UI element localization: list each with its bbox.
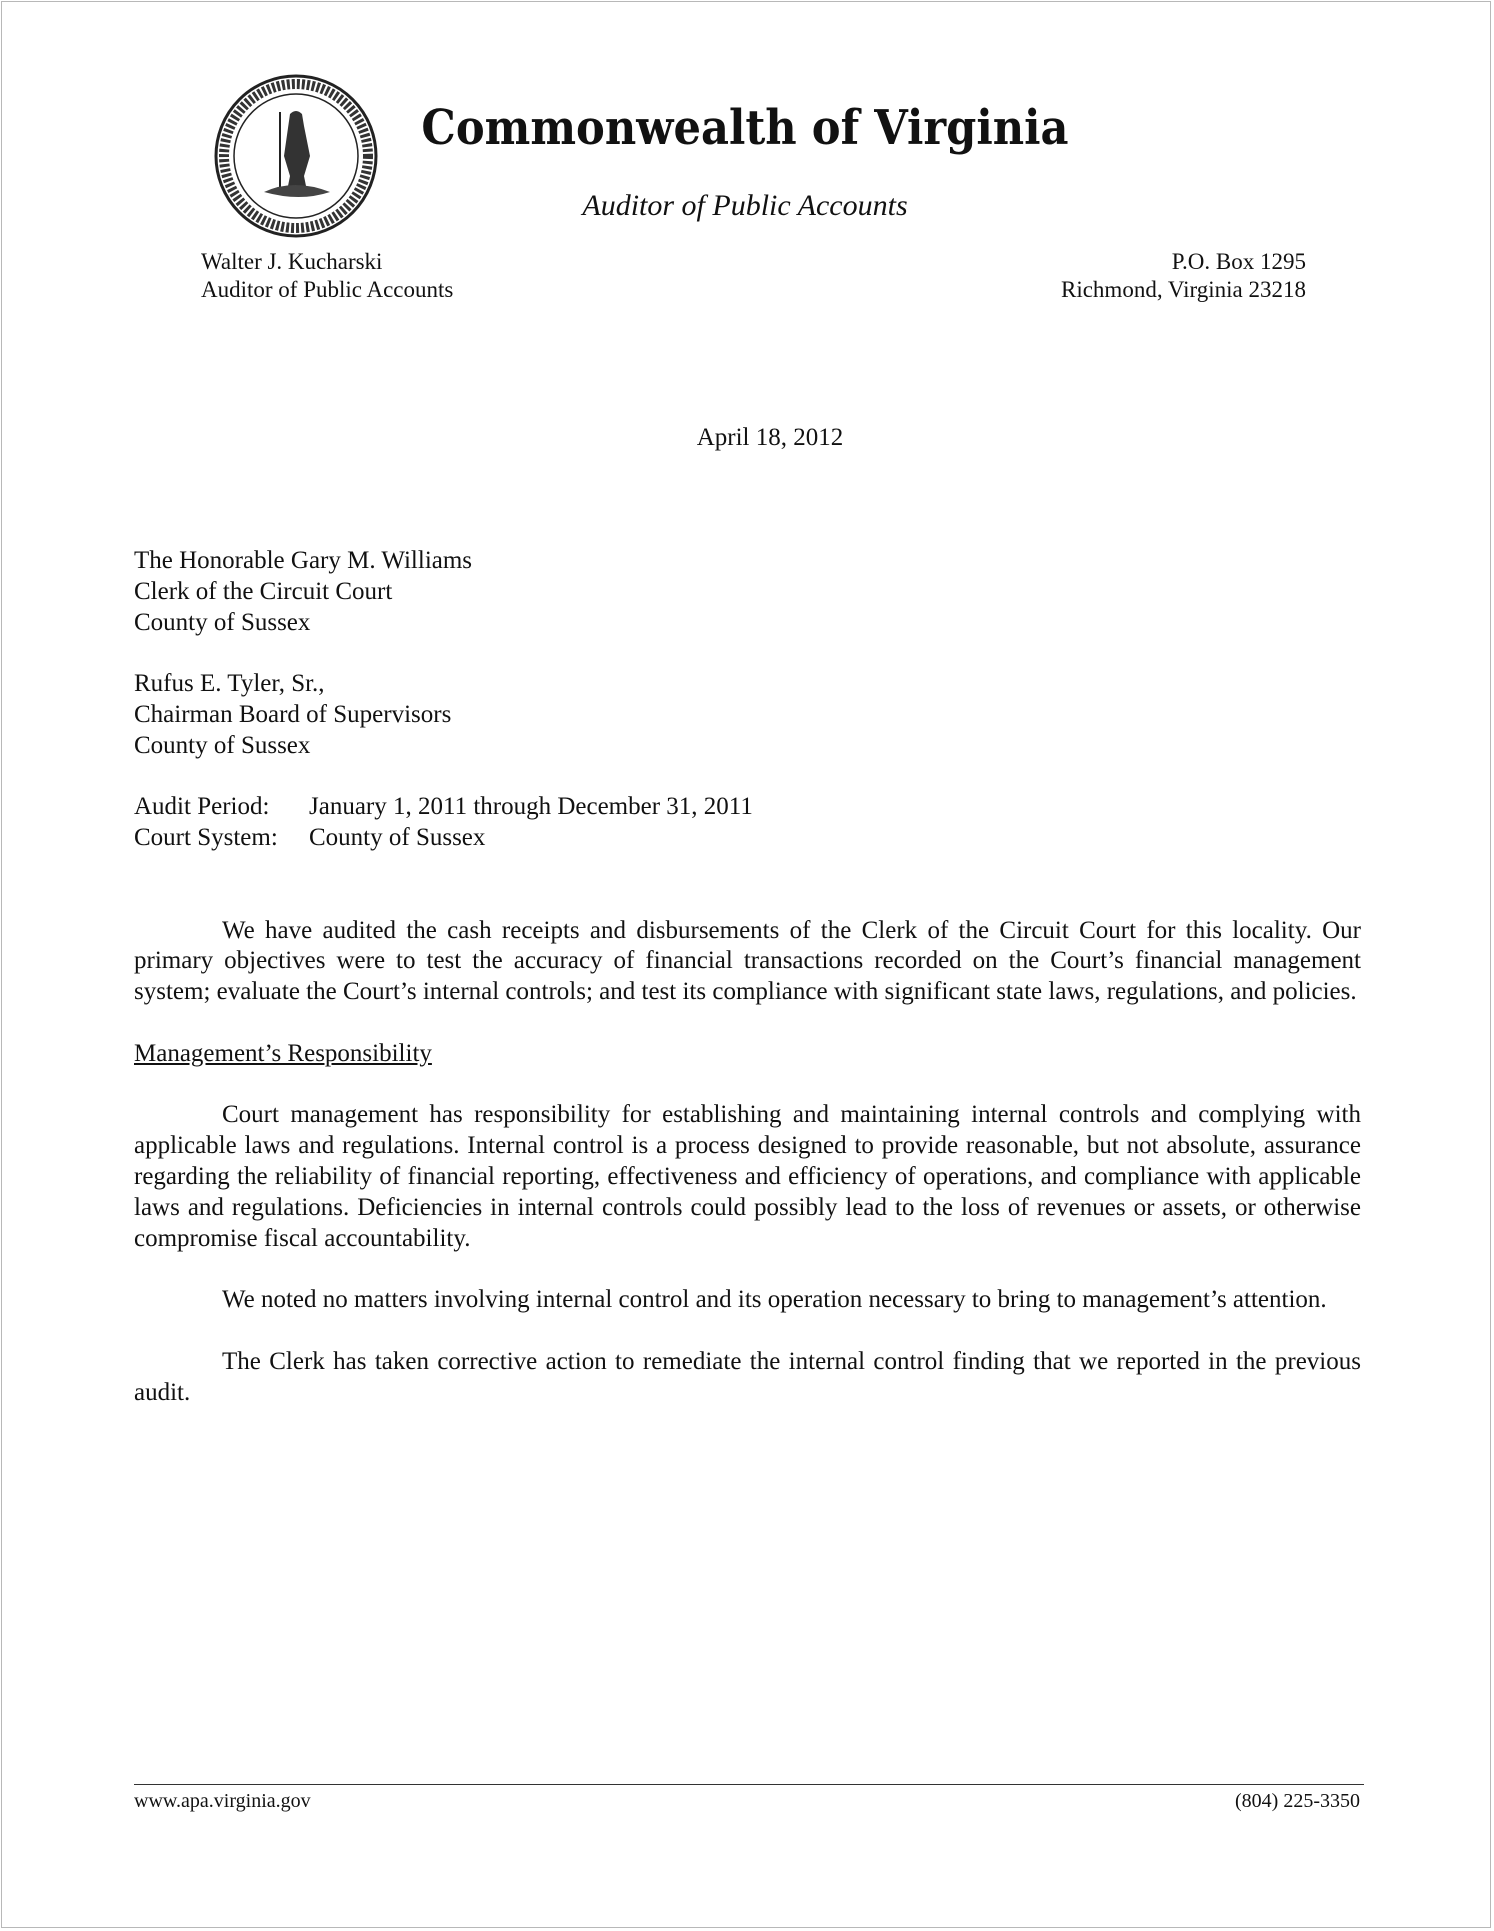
court-system-label: Court System: — [134, 824, 278, 852]
sender-address — [1061, 248, 1306, 304]
addressee-line: County of Sussex — [134, 608, 311, 636]
sender-name: Walter J. Kucharski — [201, 249, 383, 274]
sender-title: Auditor of Public Accounts — [201, 277, 454, 302]
letter-body — [134, 546, 1361, 1408]
sender-block — [201, 248, 453, 304]
court-system — [134, 823, 1361, 854]
paragraph-corrective-action: The Clerk has taken corrective action to remediate the internal control finding that we reported in the previous audit. — [134, 1347, 1361, 1406]
audit-period-value: January 1, 2011 through December 31, 2011 — [309, 793, 753, 821]
paragraph-scope: We have audited the cash receipts and disbursements of the Clerk of the Circuit Court for this locality. Our primary objectives were to test the accuracy of financial transactions recorded on the Court’s financial management system; evaluate the Court’s internal controls; and test its compliance with significant state laws, regulations, and policies. — [134, 916, 1361, 1006]
court-system-value: County of Sussex — [309, 824, 486, 852]
addressee-line: The Honorable Gary M. Williams — [134, 547, 473, 574]
letter-date: April 18, 2012 — [696, 424, 844, 451]
audit-period — [134, 792, 1361, 823]
footer-phone: (804) 225-3350 — [1235, 1790, 1360, 1812]
po-box: P.O. Box 1295 — [1171, 249, 1306, 274]
footer-divider — [134, 1784, 1364, 1785]
addressee-line: Rufus E. Tyler, Sr., — [134, 670, 325, 698]
paragraph-no-matters: We noted no matters involving internal control and its operation necessary to bring to management’s attention. — [222, 1286, 1327, 1314]
letterhead-title: Commonwealth of Virginia — [421, 100, 1069, 156]
addressee-line: County of Sussex — [134, 731, 311, 759]
addressee-line: Chairman Board of Supervisors — [134, 700, 452, 728]
footer-website: www.apa.virginia.gov — [134, 1790, 311, 1812]
audit-period-label: Audit Period: — [134, 793, 270, 821]
city-state-zip: Richmond, Virginia 23218 — [1060, 277, 1306, 302]
paragraph-responsibility: Court management has responsibility for establishing and maintaining internal controls and complying with applicable laws and regulations. Internal control is a process designed to provide reasonable, but not absolute, assurance regarding the reliability of financial reporting, effectiveness and efficiency of operations, and compliance with applicable laws and regulations. Deficiencies in internal controls could possibly lead to the loss of revenues or assets, or otherwise compromise fiscal accountability. — [134, 1101, 1361, 1252]
letterhead-subtitle: Auditor of Public Accounts — [582, 189, 908, 222]
section-heading: Management’s Responsibility — [134, 1039, 432, 1067]
addressee-line: Clerk of the Circuit Court — [134, 577, 393, 605]
